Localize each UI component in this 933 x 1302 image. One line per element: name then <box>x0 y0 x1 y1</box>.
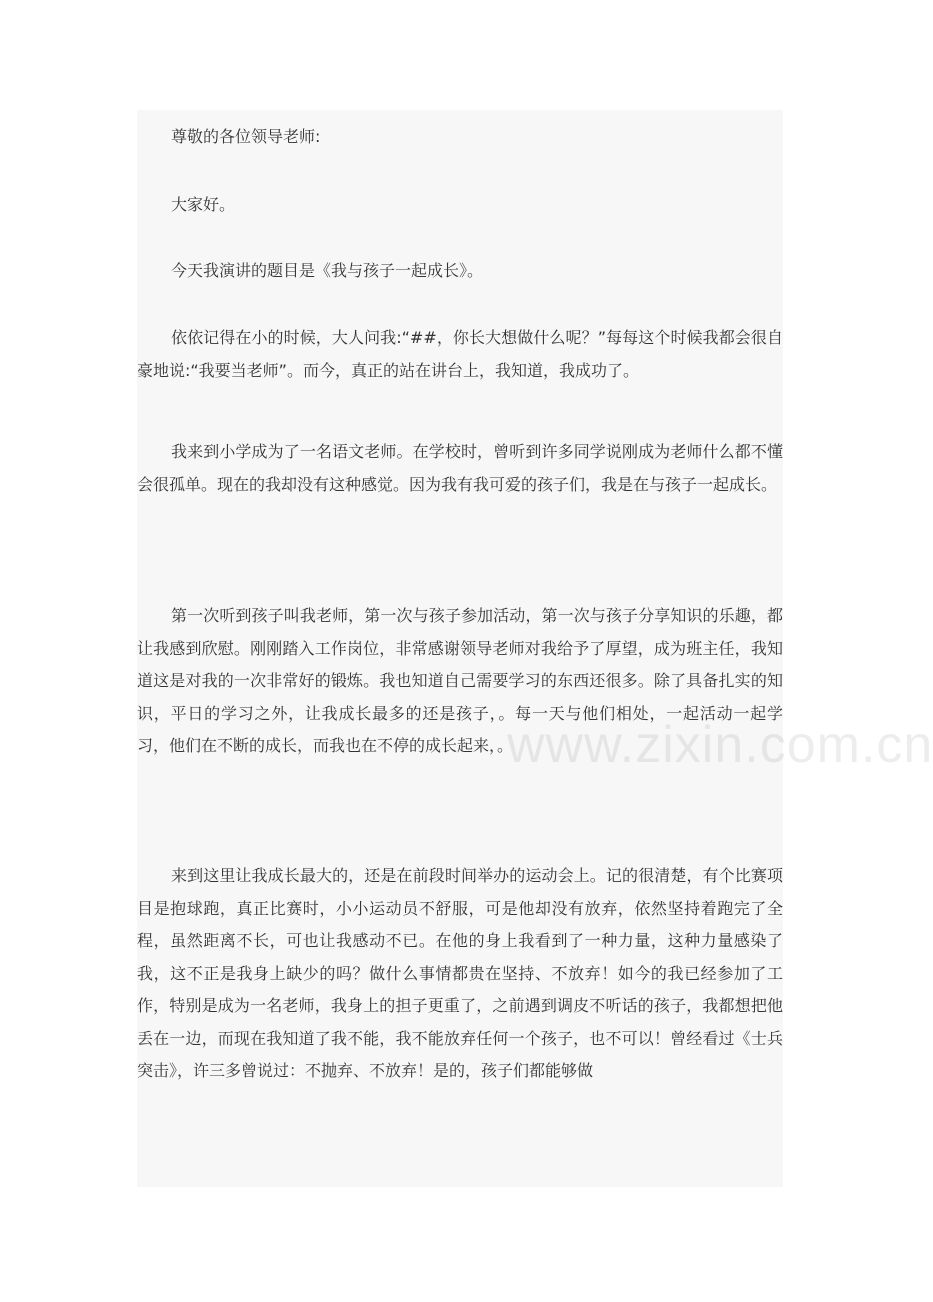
paragraph-childhood: 依依记得在小的时候，大人问我:“##，你长大想做什么呢？”每每这个时候我都会很自豪地说:“我要当老师”。而今，真正的站在讲台上，我知道，我成功了。 <box>137 328 783 380</box>
speech-topic: 今天我演讲的题目是《我与孩子一起成长》。 <box>171 261 484 280</box>
paragraph-sports-meet: 来到这里让我成长最大的，还是在前段时间举办的运动会上。记的很清楚，有个比赛项目是抱球跑，真正比赛时，小小运动员不舒服，可是他却没有放弃，依然坚持着跑完了全程，虽然距离不长，可也让我感动不已。在他的身上我看到了一种力量，这种力量感染了我，这不正是我身上缺少的吗？做什么事情都贵在坚持、不放弃！如今的我已经参加了工作，特别是成为一名老师，我身上的担子更重了，之前遇到调皮不听话的孩子，我都想把他丢在一边，而现在我知道了我不能，我不能放弃任何一个孩子，也不可以！曾经看过《士兵突击》，许三多曾说过：不抛弃、不放弃！是的，孩子们都能够做 <box>137 866 783 1080</box>
watermark: www.zixin.com.cn <box>507 716 933 774</box>
paragraph-becoming-teacher: 我来到小学成为了一名语文老师。在学校时，曾听到许多同学说刚成为老师什么都不懂会很孤单。现在的我却没有这种感觉。因为我有我可爱的孩子们，我是在与孩子一起成长。 <box>137 442 783 494</box>
salutation: 尊敬的各位领导老师: <box>171 127 321 146</box>
document-page <box>137 110 933 1187</box>
paragraph-first-times: 第一次听到孩子叫我老师，第一次与孩子参加活动，第一次与孩子分享知识的乐趣，都让我感到欣慰。刚刚踏入工作岗位，非常感谢领导老师对我给予了厚望，成为班主任，我知道这是对我的一次非常好的锻炼。我也知道自己需要学习的东西还很多。除了具备扎实的知识，平日的学习之外，让我成长最多的还是孩子，。每一天与他们相处，一起活动一起学习，他们在不断的成长，而我也在不停的成长起来，。 <box>137 606 783 755</box>
greeting: 大家好。 <box>171 195 236 214</box>
